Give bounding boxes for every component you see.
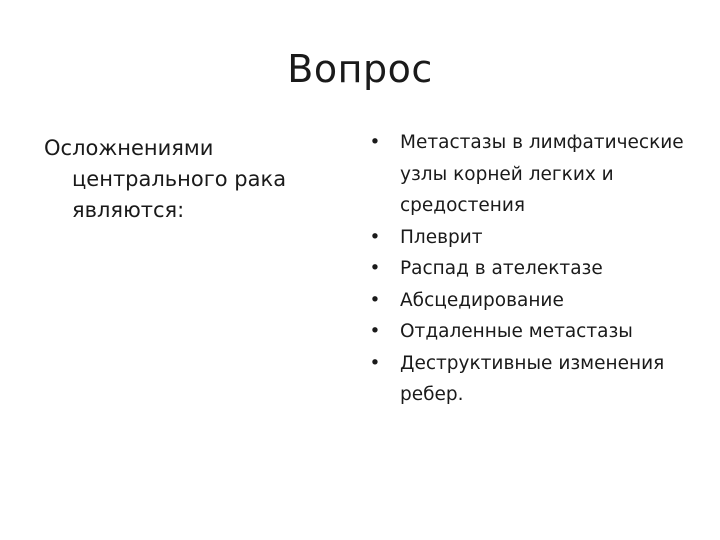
list-item: [368, 316, 698, 348]
list-item-text: Деструктивные изменения ребер.: [400, 352, 665, 405]
list-item: [368, 285, 698, 317]
list-item-text: Плеврит: [400, 226, 483, 248]
answer-list: [368, 127, 698, 411]
list-item: [368, 222, 698, 254]
bullet-icon: •: [369, 132, 381, 153]
question-text: Осложнениями центрального рака являются:: [44, 136, 287, 222]
list-item: [368, 127, 698, 222]
bullet-icon: •: [369, 258, 381, 279]
bullet-icon: •: [369, 289, 381, 311]
slide-title: Вопрос: [287, 47, 433, 91]
list-item-text: Распад в ателектазе: [400, 258, 603, 279]
list-item-text: Отдаленные метастазы: [400, 321, 633, 342]
list-item: [368, 253, 698, 285]
bullet-icon: •: [369, 226, 381, 248]
list-item-text: Абсцедирование: [400, 289, 564, 311]
list-item-text: Метастазы в лимфатические узлы корней легких и средостения: [400, 132, 684, 216]
bullet-icon: •: [369, 321, 381, 342]
bullet-icon: •: [369, 352, 381, 374]
list-item: [368, 348, 698, 411]
